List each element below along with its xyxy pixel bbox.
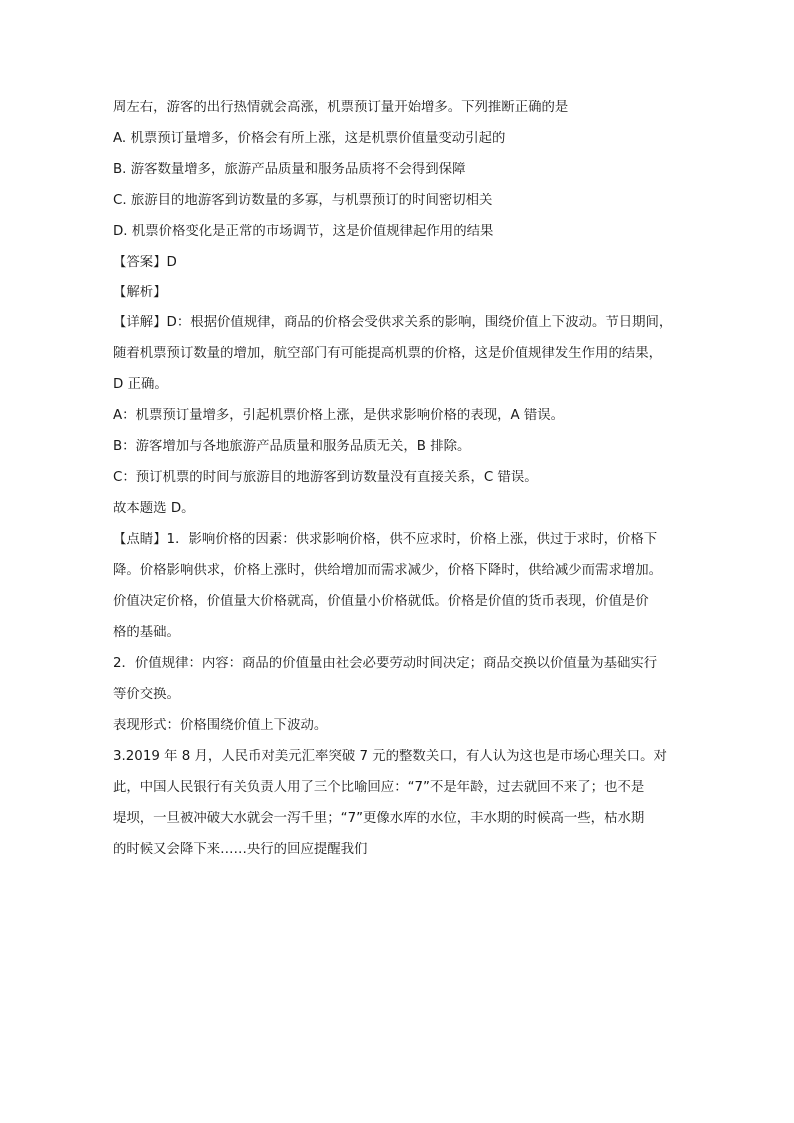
next-question-line: 此，中国人民银行有关负责人用了三个比喻回应：“7”不是年龄，过去就回不来了；也不是 [113, 780, 645, 795]
tips-line: 表现形式：价格围绕价值上下波动。 [113, 718, 328, 733]
option-c: C. 旅游目的地游客到访数量的多寡，与机票预订的时间密切相关 [113, 193, 493, 208]
next-question-line: 3.2019 年 8 月，人民币对美元汇率突破 7 元的整数关口，有人认为这也是市场心理关口。对 [113, 749, 667, 764]
detail-line: C：预订机票的时间与旅游目的地游客到访数量没有直接关系，C 错误。 [113, 470, 538, 485]
tips-line: 降。价格影响供求，价格上涨时，供给增加而需求减少，价格下降时，供给减少而需求增加。 [113, 563, 663, 578]
tips-line: 价值决定价格，价值量大价格就高，价值量小价格就低。价格是价值的货币表现，价值是价 [113, 594, 649, 609]
next-question-line: 的时候又会降下来……央行的回应提醒我们 [113, 842, 368, 857]
tips-line: 【点睛】1．影响价格的因素：供求影响价格，供不应求时，价格上涨，供过于求时，价格下 [113, 532, 658, 547]
detail-line: B：游客增加与各地旅游产品质量和服务品质无关，B 排除。 [113, 439, 471, 454]
tips-line: 格的基础。 [113, 625, 180, 640]
option-a: A. 机票预订量增多，价格会有所上涨，这是机票价值量变动引起的 [113, 131, 506, 146]
detail-line: 随着机票预订数量的增加，航空部门有可能提高机票的价格，这是价值规律发生作用的结果， [113, 346, 663, 361]
detail-line: D 正确。 [113, 377, 168, 392]
analysis-label: 【解析】 [113, 285, 167, 300]
detail-line: 【详解】D：根据价值规律，商品的价格会受供求关系的影响，围绕价值上下波动。节日期间， [113, 315, 673, 330]
tips-line: 2．价值规律：内容：商品的价值量由社会必要劳动时间决定；商品交换以价值量为基础实行 [113, 656, 658, 671]
tips-line: 等价交换。 [113, 687, 180, 702]
detail-line: 故本题选 D。 [113, 501, 195, 516]
document-page [113, 100, 685, 873]
answer-line: 【答案】D [113, 255, 177, 270]
question-stem: 周左右，游客的出行热情就会高涨，机票预订量开始增多。下列推断正确的是 [113, 100, 569, 115]
detail-line: A：机票预订量增多，引起机票价格上涨，是供求影响价格的表现，A 错误。 [113, 408, 565, 423]
option-d: D. 机票价格变化是正常的市场调节，这是价值规律起作用的结果 [113, 224, 494, 239]
option-b: B. 游客数量增多，旅游产品质量和服务品质将不会得到保障 [113, 162, 466, 177]
next-question-line: 堤坝，一旦被冲破大水就会一泻千里；“7”更像水库的水位，丰水期的时候高一些，枯水期 [113, 811, 645, 826]
